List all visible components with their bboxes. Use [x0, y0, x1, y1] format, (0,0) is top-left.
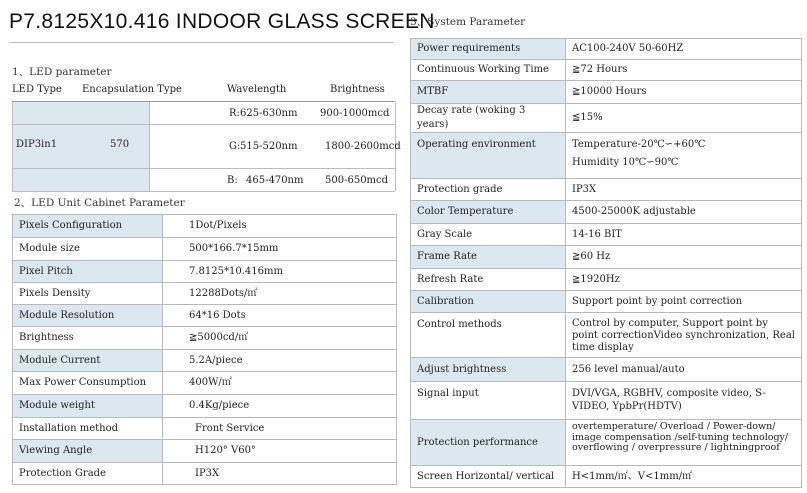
cabinet-value: 5.2A/piece — [163, 350, 397, 372]
system-label: Continuous Working Time — [411, 60, 566, 81]
cabinet-value: 64*16 Dots — [163, 305, 397, 327]
system-value: DVI/VGA, RGBHV, composite video, S-VIDEO, YpbPr(HDTV) — [566, 382, 802, 420]
led-row-r-left — [12, 102, 149, 124]
system-value: IP3X — [566, 179, 802, 201]
system-label: Protection grade — [411, 179, 566, 201]
system-value: 256 level manual/auto — [566, 358, 802, 382]
system-label: MTBF — [411, 81, 566, 104]
system-label: Adjust brightness — [411, 358, 566, 382]
system-value: Control by computer, Support point by point correctionVideo synchronization, Real time display — [566, 313, 802, 358]
system-value: H<1mm/㎡、V<1mm/㎡ — [566, 466, 802, 488]
led-rule-3 — [12, 191, 395, 192]
led-brightness-r: 900-1000mcd — [320, 108, 390, 119]
system-value: Support point by point correction — [566, 291, 802, 313]
system-value: AC100-240V 50-60HZ — [566, 39, 802, 60]
system-label: Color Temperature — [411, 201, 566, 224]
system-table — [410, 38, 802, 488]
led-color-r: R: — [229, 108, 240, 119]
cabinet-value: ≧5000cd/㎡ — [163, 327, 397, 350]
cabinet-label: Module Resolution — [13, 305, 163, 327]
cabinet-value: 500*166.7*15mm — [163, 238, 397, 261]
system-label: Decay rate (woking 3 years) — [411, 104, 566, 133]
led-rule-1 — [12, 124, 395, 125]
cabinet-label: Pixel Pitch — [13, 261, 163, 283]
led-wavelength-r: 625-630nm — [240, 108, 298, 119]
led-row-b-left — [12, 168, 149, 191]
led-brightness-b: 500-650mcd — [325, 175, 389, 186]
led-encapsulation-value: 570 — [110, 139, 130, 150]
led-header-type: LED Type — [12, 84, 62, 95]
system-value: ≧1920Hz — [566, 269, 802, 291]
cabinet-label: Module weight — [13, 395, 163, 418]
cabinet-label: Protection Grade — [13, 463, 163, 485]
led-rule-2 — [12, 168, 395, 169]
system-value: overtemperature/ Overload / Power-down/ image compensation /self-tuning technology/ overflowing / overpressure / lightningproof — [566, 420, 802, 466]
cabinet-value: H120° V60° — [163, 440, 397, 463]
cabinet-value: 7.8125*10.416mm — [163, 261, 397, 283]
cabinet-value: 1Dot/Pixels — [163, 215, 397, 238]
cabinet-label: Pixels Configuration — [13, 215, 163, 238]
system-label: Frame Rate — [411, 246, 566, 269]
system-value: ≦15% — [566, 104, 802, 133]
led-header-wavelength: Wavelength — [227, 84, 287, 95]
cabinet-label: Module size — [13, 238, 163, 261]
operating-humidity: Humidity 10℃∽90℃ — [572, 157, 679, 168]
cabinet-value: 400W/㎡ — [163, 372, 397, 395]
system-section-title: 3、System Parameter — [410, 16, 526, 28]
system-label: Refresh Rate — [411, 269, 566, 291]
led-section-title: 1、LED parameter — [12, 66, 112, 78]
led-divider — [149, 102, 150, 191]
system-value: 14-16 BIT — [566, 224, 802, 246]
system-label: Operating environment — [411, 133, 566, 179]
system-value-operating — [566, 133, 802, 179]
system-label: Power requirements — [411, 39, 566, 60]
led-header-brightness: Brightness — [330, 84, 385, 95]
system-label: Control methods — [411, 313, 566, 358]
system-label: Screen Horizontal/ vertical — [411, 466, 566, 488]
cabinet-value: Front Service — [163, 418, 397, 440]
led-brightness-g: 1800-2600mcd — [325, 141, 401, 152]
led-wavelength-g: 515-520nm — [240, 141, 298, 152]
cabinet-value: IP3X — [163, 463, 397, 485]
cabinet-table — [12, 214, 397, 485]
led-header-encapsulation: Encapsulation Type — [82, 84, 182, 95]
cabinet-label: Installation method — [13, 418, 163, 440]
system-value: 4500-25000K adjustable — [566, 201, 802, 224]
operating-temperature: Temperature-20℃∽+60℃ — [572, 139, 706, 150]
led-type-value: DIP3in1 — [16, 139, 58, 150]
led-left-edge — [12, 102, 13, 191]
page-title: P7.8125X10.416 INDOOR GLASS SCREEN — [9, 10, 435, 33]
cabinet-label: Brightness — [13, 327, 163, 350]
led-color-b: B: — [227, 175, 238, 186]
cabinet-value: 0.4Kg/piece — [163, 395, 397, 418]
cabinet-section-title: 2、LED Unit Cabinet Parameter — [14, 197, 185, 209]
led-wavelength-b: 465-470nm — [246, 175, 304, 186]
system-value: ≧10000 Hours — [566, 81, 802, 104]
system-label: Calibration — [411, 291, 566, 313]
title-underline — [9, 42, 394, 43]
cabinet-label: Viewing Angle — [13, 440, 163, 463]
system-value: ≧72 Hours — [566, 60, 802, 81]
cabinet-label: Max Power Consumption — [13, 372, 163, 395]
system-label: Signal input — [411, 382, 566, 420]
led-color-g: G: — [229, 141, 241, 152]
cabinet-value: 12288Dots/㎡ — [163, 283, 397, 305]
system-value: ≧60 Hz — [566, 246, 802, 269]
cabinet-label: Pixels Density — [13, 283, 163, 305]
system-label: Protection performance — [411, 420, 566, 466]
system-label: Gray Scale — [411, 224, 566, 246]
cabinet-label: Module Current — [13, 350, 163, 372]
